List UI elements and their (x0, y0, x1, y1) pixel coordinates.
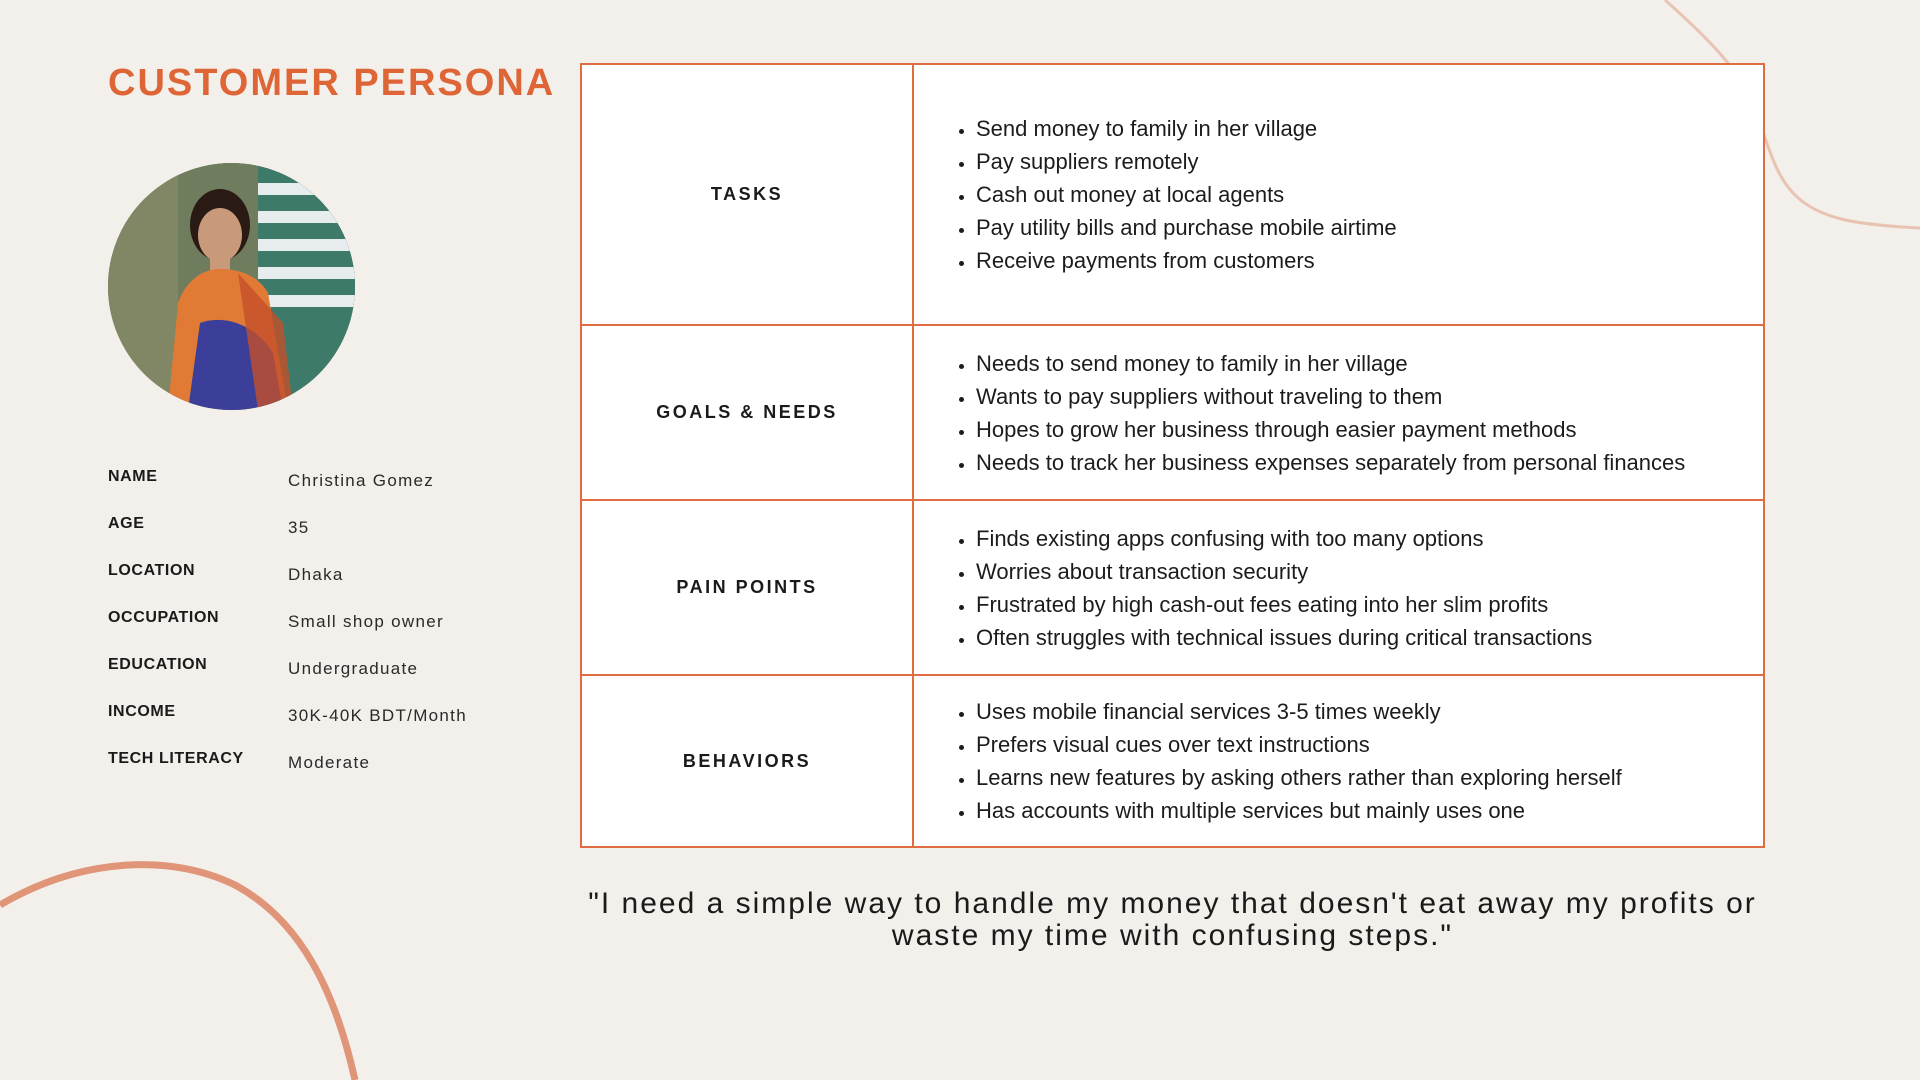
profile-value: Christina Gomez (288, 471, 435, 490)
list-item: • Cash out money at local agents (976, 178, 1397, 211)
profile-label: NAME (108, 468, 158, 485)
section-label: GOALS & NEEDS (582, 326, 914, 499)
profile-row-income (108, 703, 538, 750)
list-item: • Worries about transaction security (976, 555, 1592, 588)
section-content (914, 65, 1763, 324)
list-item: • Prefers visual cues over text instructions (976, 728, 1622, 761)
profile-value: Small shop owner (288, 612, 444, 631)
profile-label: LOCATION (108, 562, 196, 579)
list-item: • Frustrated by high cash-out fees eating into her slim profits (976, 588, 1592, 621)
profile-value: Moderate (288, 753, 371, 772)
section-content (914, 501, 1763, 674)
profile-label: INCOME (108, 703, 176, 720)
section-label: BEHAVIORS (582, 676, 914, 846)
profile-label: AGE (108, 515, 145, 532)
list-item: • Uses mobile financial services 3-5 times weekly (976, 695, 1622, 728)
list-item: • Pay suppliers remotely (976, 145, 1397, 178)
profile-row-education (108, 656, 538, 703)
bullet-list (956, 347, 1685, 479)
section-goals-needs (582, 326, 1763, 501)
list-item: • Needs to send money to family in her village (976, 347, 1685, 380)
persona-quote (580, 888, 1765, 952)
persona-table (580, 63, 1765, 848)
section-pain-points (582, 501, 1763, 676)
section-content (914, 676, 1763, 846)
profile-value: 30K-40K BDT/Month (288, 706, 467, 725)
list-item: • Wants to pay suppliers without traveling to them (976, 380, 1685, 413)
profile-info (108, 468, 538, 797)
profile-row-occupation (108, 609, 538, 656)
profile-label: OCCUPATION (108, 609, 220, 626)
profile-value: Undergraduate (288, 659, 419, 678)
profile-value: 35 (288, 518, 310, 537)
list-item: • Needs to track her business expenses separately from personal finances (976, 446, 1685, 479)
section-content (914, 326, 1763, 499)
list-item: • Send money to family in her village (976, 112, 1397, 145)
list-item: • Often struggles with technical issues during critical transactions (976, 621, 1592, 654)
section-behaviors (582, 676, 1763, 846)
persona-avatar (108, 163, 355, 410)
list-item: • Finds existing apps confusing with too many options (976, 522, 1592, 555)
section-tasks (582, 65, 1763, 326)
quote-line: "I need a simple way to handle my money that doesn't eat away my profits or (588, 887, 1757, 920)
profile-row-name (108, 468, 538, 515)
list-item: • Has accounts with multiple services but mainly uses one (976, 794, 1622, 827)
bullet-list (956, 522, 1592, 654)
list-item: • Learns new features by asking others rather than exploring herself (976, 761, 1622, 794)
profile-value: Dhaka (288, 565, 344, 584)
list-item: • Hopes to grow her business through easier payment methods (976, 413, 1685, 446)
quote-line: waste my time with confusing steps." (891, 919, 1454, 952)
section-label: PAIN POINTS (582, 501, 914, 674)
section-label: TASKS (582, 65, 914, 324)
list-item: • Receive payments from customers (976, 244, 1397, 277)
profile-label: EDUCATION (108, 656, 208, 673)
profile-row-tech-literacy (108, 750, 538, 797)
bullet-list (956, 112, 1397, 277)
profile-row-location (108, 562, 538, 609)
bullet-list (956, 695, 1622, 827)
page-title: CUSTOMER PERSONA (108, 62, 556, 104)
persona-photo (108, 163, 355, 410)
profile-row-age (108, 515, 538, 562)
profile-label: TECH LITERACY (108, 750, 244, 767)
list-item: • Pay utility bills and purchase mobile airtime (976, 211, 1397, 244)
